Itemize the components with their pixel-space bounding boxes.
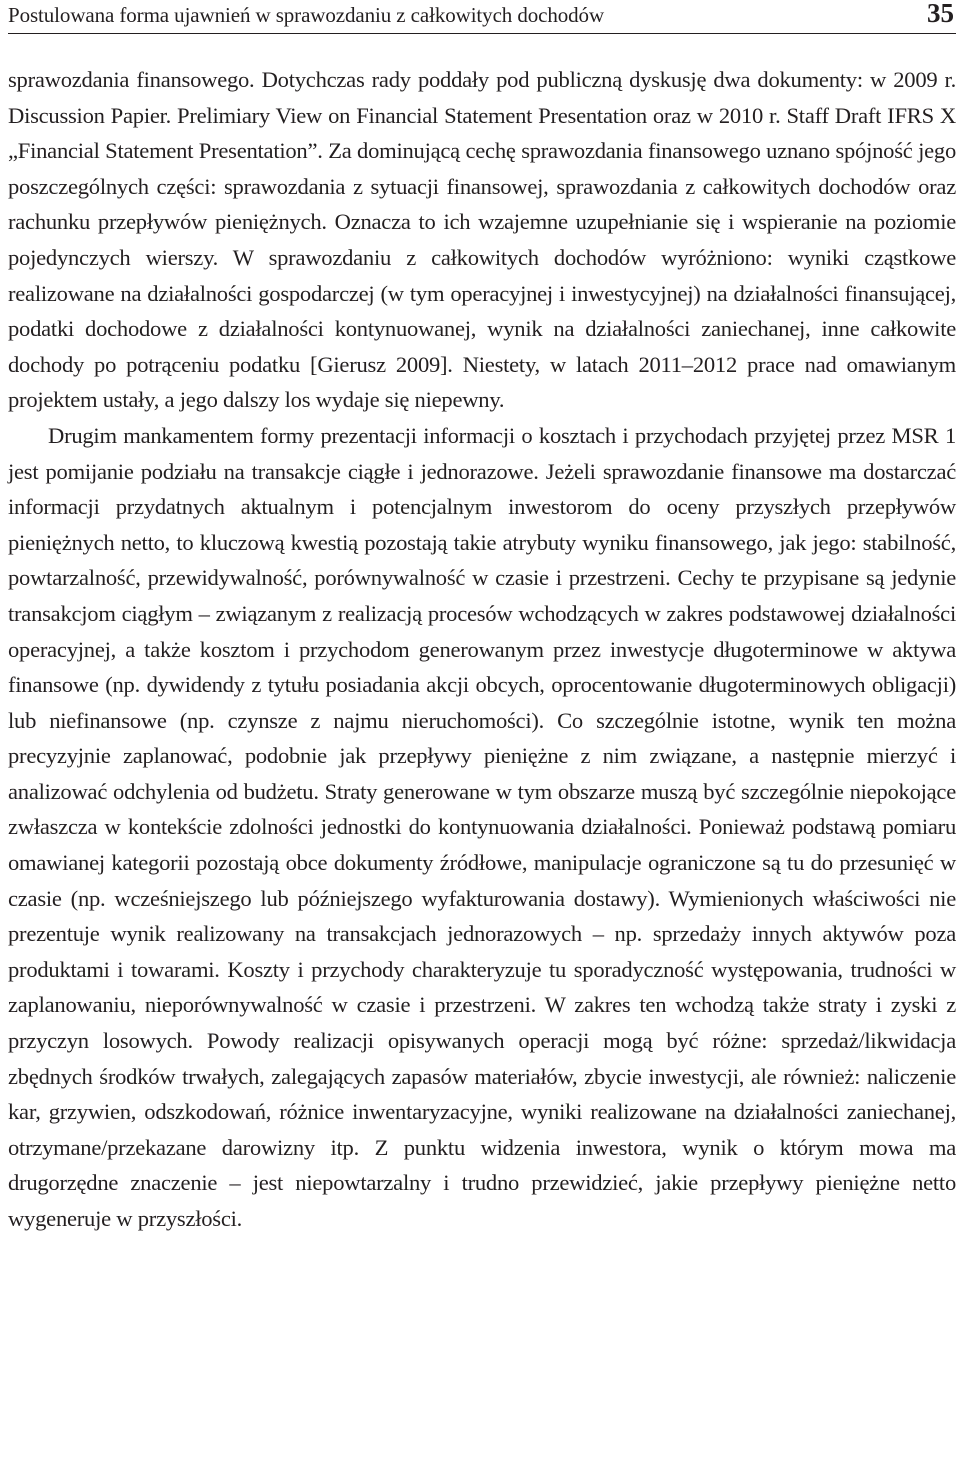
page-number: 35	[927, 0, 954, 28]
running-header	[8, 0, 956, 34]
running-header-title: Postulowana forma ujawnień w sprawozdaniu z całkowitych dochodów	[8, 3, 605, 27]
document-page	[8, 0, 956, 1470]
paragraph-second-shortcoming: Drugim mankamentem formy prezentacji informacji o kosztach i przychodach przyjętej przez MSR 1 jest pomijanie podziału na transakcje ciągłe i jednorazowe. Jeżeli sprawozdanie finansowe ma dostarczać informacji przydatnych aktualnym i potencjalnym inwestorom do oceny przyszłych przepływów pieniężnych netto, to kluczową kwestią pozostają takie atrybuty wyniku finansowego, jak jego: stabilność, powtarzalność, przewidywalność, porównywalność w czasie i przestrzeni. Cechy te przypisane są jedynie transakcjom ciągłym – związanym z realizacją procesów wchodzących w zakres podstawowej działalności operacyjnej, a także kosztom i przychodom generowanym przez inwestycje długoterminowe w aktywa finansowe (np. dywidendy z tytułu posiadania akcji obcych, oprocentowanie długoterminowych obligacji) lub niefinansowe (np. czynsze z najmu nieruchomości). Co szczególnie istotne, wynik ten można precyzyjnie zaplanować, podobnie jak przepływy pieniężne z nim związane, a następnie mierzyć i analizować odchylenia od budżetu. Straty generowane w tym obszarze muszą być szczególnie niepokojące zwłaszcza w kontekście zdolności jednostki do kontynuowania działalności. Ponieważ podstawą pomiaru omawianej kategorii pozostają obce dokumenty źródłowe, manipulacje ograniczone są tu do przesunięć w czasie (np. wcześniejszego lub późniejszego wyfakturowania dostawy). Wymienionych właściwości nie prezentuje wynik realizowany na transakcjach jednorazowych – np. sprzedaży innych aktywów poza produktami i towarami. Koszty i przychody charakteryzuje tu sporadyczność występowania, trudności w zaplanowaniu, nieporównywalność w czasie i przestrzeni. W zakres ten wchodzą także straty i zyski z przyczyn losowych. Powody realizacji opisywanych operacji mogą być różne: sprzedaż/likwidacja zbędnych środków trwałych, zalegających zapasów materiałów, zbycie inwestycji, ale również: naliczenie kar, grzywien, odszkodowań, różnice inwentaryzacyjne, wyniki realizowane na działalności zaniechanej, otrzymane/przekazane darowizny itp. Z punktu widzenia inwestora, wynik o którym mowa ma drugorzędne znaczenie – jest niepowtarzalny i trudno przewidzieć, jakie przepływy pieniężne netto wygeneruje w przyszłości.	[8, 422, 956, 1231]
body-text	[8, 62, 956, 1237]
paragraph-continued: sprawozdania finansowego. Dotychczas rady poddały pod publiczną dyskusję dwa dokumenty: w 2009 r. Discussion Papier. Prelimiary View on Financial Statement Presentation oraz w 2010 r. Staff Draft IFRS X „Financial Statement Presentation”. Za dominującą cechę sprawozdania finansowego uznano spójność jego poszczególnych części: sprawozdania z sytuacji finansowej, sprawozdania z całkowitych dochodów oraz rachunku przepływów pieniężnych. Oznacza to ich wzajemne uzupełnianie się i wspieranie na poziomie pojedynczych wierszy. W sprawozdaniu z całkowitych dochodów wyróżniono: wyniki cząstkowe realizowane na działalności gospodarczej (w tym operacyjnej i inwestycyjnej) na działalności finansującej, podatki dochodowe z działalności kontynuowanej, wynik na działalności zaniechanej, inne całkowite dochody po potrąceniu podatku [Gierusz 2009]. Niestety, w latach 2011–2012 prace nad omawianym projektem ustały, a jego dalszy los wydaje się niepewny.	[8, 67, 956, 413]
